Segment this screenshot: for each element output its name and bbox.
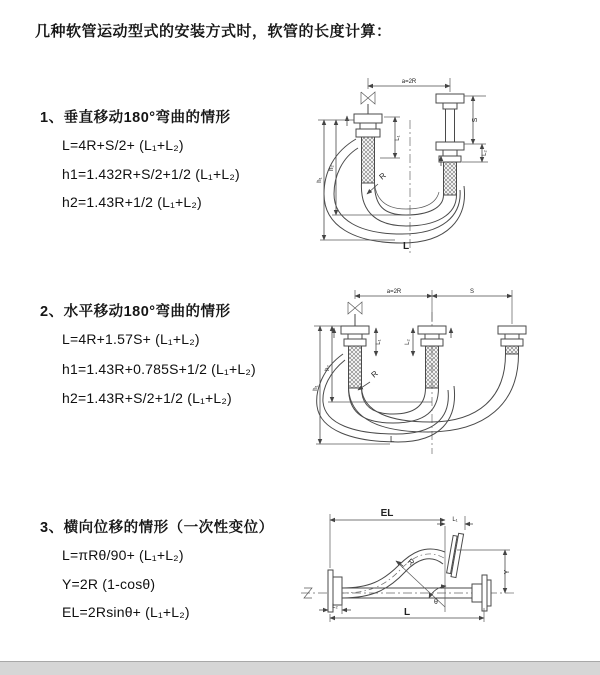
dim-L1 <box>380 117 401 158</box>
dim-label-L: L <box>403 241 410 252</box>
dim-label-R: R <box>405 556 417 568</box>
section2-formula-L: L=4R+1.57S+ (L₁+L₂) <box>62 331 200 347</box>
dim-label-h1: h₁ <box>317 177 323 183</box>
section3-formula-EL: EL=2Rsinθ+ (L₁+L₂) <box>62 604 190 620</box>
displaced-hose-curve <box>342 549 445 598</box>
dim-label-a2R: a=2R <box>401 79 417 85</box>
angle-theta <box>429 586 446 606</box>
dim-S <box>464 96 486 144</box>
right-pipe-assembly <box>498 326 526 354</box>
dim-label-L1: L₁ <box>376 339 382 345</box>
dim-label-h1: h₁ <box>313 385 319 391</box>
braided-hose-section <box>349 346 362 388</box>
dim-L2 <box>319 604 351 614</box>
dim-label-theta: θ <box>434 599 438 606</box>
middle-pipe-assembly <box>418 326 451 388</box>
dim-label-L2: L₂ <box>405 339 411 345</box>
dim-label-L1: L₁ <box>452 517 458 523</box>
valve-icon <box>348 302 362 314</box>
dim-label-Y: Y <box>504 569 511 575</box>
dim-L <box>330 607 484 622</box>
displaced-flange <box>446 532 463 577</box>
dim-a2R <box>368 78 450 92</box>
dim-label-L2: L₂ <box>332 604 338 610</box>
right-pipe-assembly <box>436 94 464 195</box>
dim-label-L: L <box>403 607 411 618</box>
dim-L1 <box>376 328 382 356</box>
braided-hose-section <box>444 162 457 195</box>
dim-label-L: L <box>390 435 395 444</box>
section1-formula-h2: h2=1.43R+1/2 (L₁+L₂) <box>62 194 202 210</box>
braided-hose-section <box>362 137 375 183</box>
dim-label-R: R <box>377 170 388 182</box>
dim-L2 <box>405 328 413 356</box>
section1-formula-h1: h1=1.432R+S/2+1/2 (L₁+L₂) <box>62 166 240 182</box>
section2-heading: 2、水平移动180°弯曲的情形 <box>40 304 231 320</box>
dim-label-EL: EL <box>380 508 394 519</box>
section3-formula-Y: Y=2R (1-cosθ) <box>62 576 156 592</box>
page-bottom-edge <box>0 661 600 675</box>
section1-formula-L: L=4R+S/2+ (L₁+L₂) <box>62 137 184 153</box>
section1-heading: 1、垂直移动180°弯曲的情形 <box>40 110 231 126</box>
left-pipe-assembly <box>334 302 369 388</box>
dim-L2 <box>462 144 488 162</box>
dim-label-L2: L₂ <box>482 150 488 156</box>
section2-formula-h1: h1=1.43R+0.785S+1/2 (L₁+L₂) <box>62 361 256 377</box>
valve-icon <box>361 92 375 104</box>
section3-heading: 3、横向位移的情形（一次性变位） <box>40 520 274 536</box>
hose-curves <box>317 354 519 442</box>
section2-formula-h2: h2=1.43R+S/2+1/2 (L₁+L₂) <box>62 390 232 406</box>
dim-label-S: S <box>469 289 475 295</box>
dim-label-a2R: a=2R <box>386 289 402 295</box>
dim-a2R <box>355 289 512 324</box>
diagram-horizontal-bend <box>310 282 600 462</box>
diagram-vertical-bend <box>310 68 600 258</box>
bend-axis-line <box>399 564 445 607</box>
dim-h1-h2 <box>313 326 432 444</box>
dim-label-h2: h₂ <box>325 365 331 371</box>
dim-label-L1: L₁ <box>395 135 401 141</box>
braided-hose-section <box>426 346 439 388</box>
dim-L1 <box>437 516 473 530</box>
dim-label-S: S <box>472 117 479 123</box>
left-pipe-assembly <box>347 92 382 183</box>
page-title: 几种软管运动型式的安装方式时，软管的长度计算： <box>35 23 392 40</box>
braided-hose-section <box>506 346 519 354</box>
diagram-lateral-displacement <box>295 500 525 645</box>
dim-label-h2: h₂ <box>329 165 335 171</box>
dim-S <box>432 289 512 296</box>
section3-formula-L: L=πRθ/90+ (L₁+L₂) <box>62 547 184 563</box>
dim-label-R: R <box>369 368 380 380</box>
